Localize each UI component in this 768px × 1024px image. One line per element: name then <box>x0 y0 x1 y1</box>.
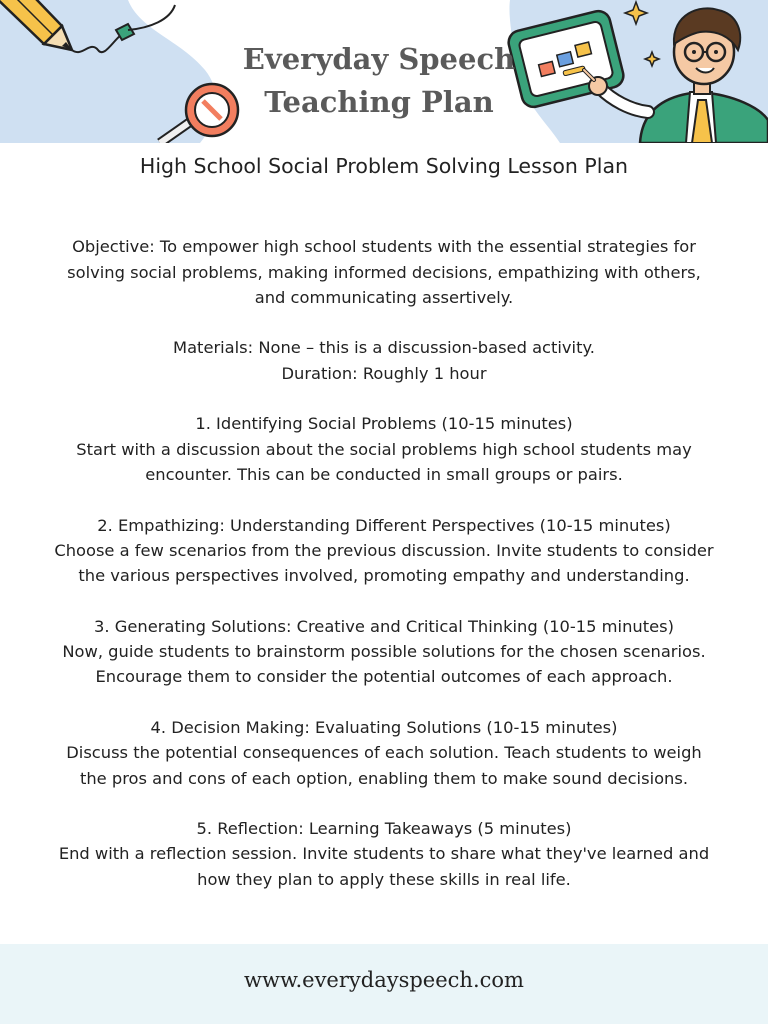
section-line: Encourage them to consider the potential outcomes of each approach. <box>95 667 673 687</box>
section-line: Now, guide students to brainstorm possible solutions for the chosen scenarios. <box>62 642 706 662</box>
section-heading: 3. Generating Solutions: Creative and Critical Thinking (10-15 minutes) <box>94 616 674 636</box>
duration-line: Duration: Roughly 1 hour <box>281 363 487 383</box>
brand-line-2: Teaching Plan <box>264 85 494 119</box>
section-line: the pros and cons of each option, enabling them to make sound decisions. <box>79 768 689 788</box>
section-line: encounter. This can be conducted in small groups or pairs. <box>145 464 623 484</box>
section-line: Choose a few scenarios from the previous discussion. Invite students to consider <box>54 540 714 560</box>
lesson-body <box>0 209 768 917</box>
brand-title <box>224 38 534 124</box>
section-line: Discuss the potential consequences of each solution. Teach students to weigh <box>66 743 702 763</box>
section-line: the various perspectives involved, promoting empathy and understanding. <box>78 566 690 586</box>
website-link[interactable]: www.everydayspeech.com <box>244 968 524 992</box>
section-heading: 1. Identifying Social Problems (10-15 minutes) <box>195 414 573 434</box>
header-banner <box>0 0 768 143</box>
lesson-title: High School Social Problem Solving Lesson Plan <box>139 154 629 178</box>
materials-line: Materials: None – this is a discussion-based activity. <box>173 338 595 358</box>
section-heading: 2. Empathizing: Understanding Different Perspectives (10-15 minutes) <box>97 515 671 535</box>
section-line: how they plan to apply these skills in real life. <box>197 869 571 889</box>
objective-line: solving social problems, making informed decisions, empathizing with others, <box>67 262 701 282</box>
brand-line-1: Everyday Speech <box>242 42 516 76</box>
objective-line: and communicating assertively. <box>254 287 514 307</box>
section-heading: 5. Reflection: Learning Takeaways (5 minutes) <box>196 819 572 839</box>
objective-line: Objective: To empower high school students with the essential strategies for <box>72 237 696 257</box>
section-heading: 4. Decision Making: Evaluating Solutions (10-15 minutes) <box>150 717 618 737</box>
section-line: Start with a discussion about the social problems high school students may <box>76 439 692 459</box>
section-line: End with a reflection session. Invite students to share what they've learned and <box>58 844 710 864</box>
